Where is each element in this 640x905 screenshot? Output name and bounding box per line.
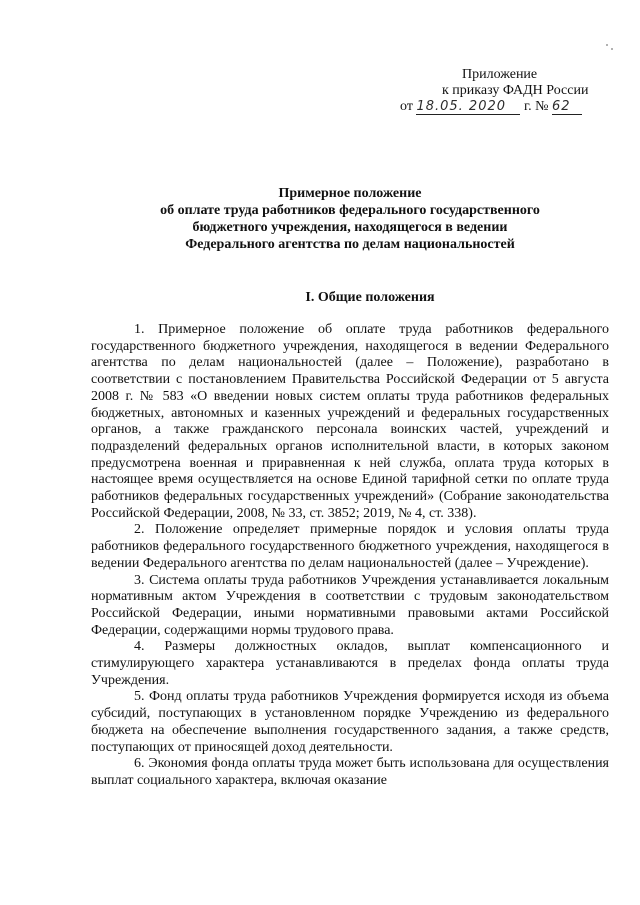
title-line: Примерное положение bbox=[278, 186, 422, 201]
title-line: бюджетного учреждения, находящегося в ведении bbox=[192, 220, 508, 235]
date-prefix: от bbox=[400, 99, 413, 114]
handwritten-date: 18.05. 2020 bbox=[416, 100, 520, 115]
paragraph: 5. Фонд оплаты труда работников Учреждения формируется исходя из объема субсидий, поступающих в установленном порядке Учреждению из федерального бюджета на обеспечение выполнения государственного задания, а также средств, поступающих от приносящей доход деятельности. bbox=[91, 689, 609, 755]
paragraph: 4. Размеры должностных окладов, выплат компенсационного и стимулирующего характера устанавливаются в пределах фонда оплаты труда Учреждения. bbox=[91, 639, 609, 688]
title-line: об оплате труда работников федерального государственного bbox=[160, 203, 540, 218]
paragraph: 1. Примерное положение об оплате труда работников федерального государственного бюджетного учреждения, находящегося в ведении Федерального агентства по делам национальностей (далее – Положение), разработано в соответствии с постановлением Правительства Российской Федерации от 5 августа 2008 г. № 583 «О введении новых систем оплаты труда работников федеральных бюджетных, автономных и казенных учреждений и федеральных государственных органов, а также гражданского персонала воинских частей, учреждений и подразделений федеральных органов исполнительной власти, в которых законом предусмотрена военная и приравненная к ней служба, оплата труда которых в настоящее время осуществляется на основе Единой тарифной сетки по оплате труда работников федеральных государственных учреждений» (Собрание законодательства Российской Федерации, 2008, № 33, ст. 3852; 2019, № 4, ст. 338). bbox=[91, 322, 609, 521]
order-reference: к приказу ФАДН России bbox=[442, 83, 589, 98]
number-label: г. № bbox=[523, 99, 549, 114]
document-title bbox=[120, 185, 580, 253]
appendix-label: Приложение bbox=[462, 67, 538, 82]
paragraph: 3. Система оплаты труда работников Учреждения устанавливается локальным нормативным актом Учреждения в соответствии с трудовым законодательством Российской Федерации, иными нормативными правовыми актами Российской Федерации, содержащими нормы трудового права. bbox=[91, 572, 609, 638]
handwritten-number: 62 bbox=[552, 100, 582, 115]
scan-speck bbox=[611, 48, 613, 50]
section-heading: I. Общие положения bbox=[305, 290, 435, 305]
document-body bbox=[91, 322, 609, 790]
order-date-line bbox=[360, 99, 600, 115]
paragraph: 6. Экономия фонда оплаты труда может быть использована для осуществления выплат социального характера, включая оказание bbox=[91, 756, 609, 788]
title-line: Федерального агентства по делам национальностей bbox=[185, 237, 515, 252]
paragraph: 2. Положение определяет примерные порядок и условия оплаты труда работников федерального государственного бюджетного учреждения, находящегося в ведении Федерального агентства по делам национальностей (далее – Учреждение). bbox=[91, 522, 609, 571]
scan-speck bbox=[606, 44, 608, 46]
appendix-header bbox=[360, 67, 600, 115]
